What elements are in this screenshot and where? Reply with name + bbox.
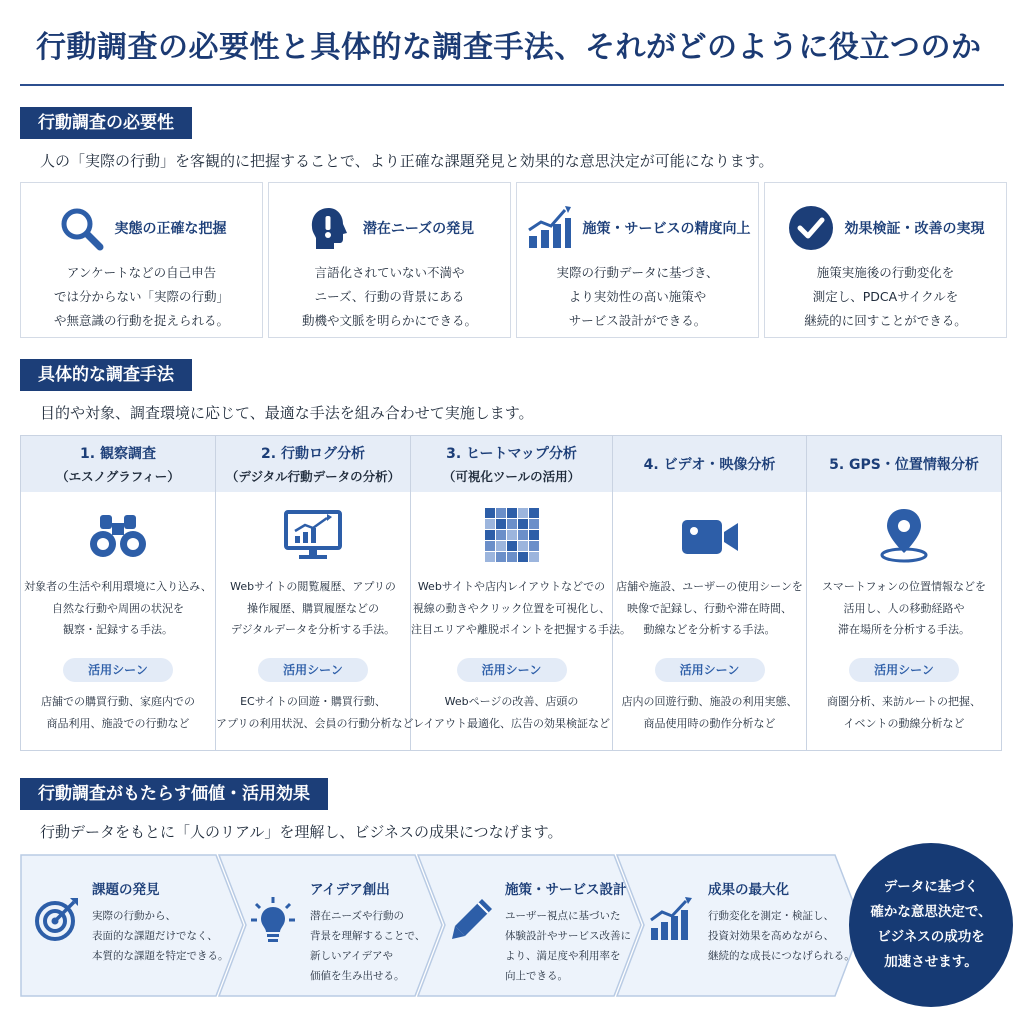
necessity-card-1 (20, 182, 263, 338)
method-column-4 (613, 436, 807, 750)
step-body: 実際の行動から、 表面的な課題だけでなく、 本質的な課題を特定できる。 (92, 910, 229, 962)
scene-badge: 活用シーン (457, 658, 567, 682)
method-subtitle: （エスノグラフィー） (56, 469, 180, 484)
method-desc: Webサイトや店内レイアウトなどでの 視線の動きやクリック位置を可視化し、 注目エリアや離脱ポイントを把握する手法。 (411, 580, 631, 636)
method-desc: Webサイトの閲覧履歴、アプリの 操作履歴、購買履歴などの デジタルデータを分析する手法。 (230, 580, 396, 636)
step-body: 潜在ニーズや行動の 背景を理解することで、 新しいアイデアや 価値を生み出せる。 (310, 910, 426, 982)
method-scene: ECサイトの回遊・購買行動、 アプリの利用状況、会員の行動分析など (216, 695, 414, 730)
card-title: 実態の正確な把握 (114, 221, 227, 237)
location-pin-icon (807, 508, 1001, 562)
step-title: アイデア創出 (310, 882, 390, 898)
step-title: 成果の最大化 (708, 882, 789, 898)
scene-badge: 活用シーン (655, 658, 765, 682)
card-body: 実際の行動データに基づき、 より実効性の高い施策や サービス設計ができる。 (556, 265, 719, 328)
lightbulb-icon (250, 896, 302, 948)
section-necessity-desc: 人の「実際の行動」を客観的に把握することで、より正確な課題発見と効果的な意思決定が可能になります。 (40, 152, 774, 170)
methods-table (20, 435, 1002, 751)
method-column-3 (411, 436, 631, 750)
section-value-desc: 行動データをもとに「人のリアル」を理解し、ビジネスの成果につなげます。 (40, 823, 563, 841)
card-body: 言語化されていない不満や ニーズ、行動の背景にある 動機や文脈を明らかにできる。 (301, 265, 477, 328)
card-title: 効果検証・改善の実現 (844, 221, 985, 237)
head-exclamation-icon (305, 204, 353, 252)
value-step-1 (20, 854, 244, 997)
value-step-4 (616, 854, 863, 997)
necessity-card-4 (764, 182, 1007, 338)
step-body: ユーザー視点に基づいた 体験設計やサービス改善に より、満足度や利用率を 向上できる。 (505, 910, 631, 982)
target-icon (34, 896, 86, 948)
method-title: 3. ヒートマップ分析 (446, 446, 577, 462)
binoculars-icon (21, 508, 215, 562)
method-scene: 店内の回遊行動、施設の利用実態、 商品使用時の動作分析など (621, 695, 798, 730)
method-scene: Webページの改善、店頭の レイアウト最適化、広告の効果検証など (412, 695, 611, 730)
method-subtitle: （デジタル行動データの分析） (225, 469, 401, 484)
method-desc: スマートフォンの位置情報などを 活用し、人の移動経路や 滞在場所を分析する手法。 (822, 580, 986, 636)
method-scene: 商圏分析、来訪ルートの把握、 イベントの動線分析など (827, 695, 981, 730)
section-methods-desc: 目的や対象、調査環境に応じて、最適な手法を組み合わせて実施します。 (40, 404, 534, 422)
value-step-3 (417, 854, 642, 997)
method-title: 2. 行動ログ分析 (261, 446, 365, 462)
method-subtitle: （可視化ツールの活用） (442, 469, 581, 484)
step-title: 施策・サービス設計 (505, 882, 627, 898)
step-body: 行動変化を測定・検証し、 投資対効果を高めながら、 継続的な成長につなげられる。 (708, 910, 855, 962)
step-title: 課題の発見 (92, 882, 160, 898)
method-title: 1. 観察調査 (80, 446, 156, 462)
heatmap-grid-icon (411, 508, 612, 562)
card-title: 潜在ニーズの発見 (362, 221, 475, 237)
growth-chart-icon (525, 204, 573, 252)
monitor-chart-icon (216, 508, 410, 562)
value-step-2 (218, 854, 443, 997)
necessity-card-2 (268, 182, 511, 338)
method-desc: 店舗や施設、ユーザーの使用シーンを 映像で記録し、行動や滞在時間、 動線などを分析する手法。 (616, 580, 803, 636)
card-title: 施策・サービスの精度向上 (582, 221, 751, 237)
check-circle-icon (787, 204, 835, 252)
video-camera-icon (613, 508, 806, 562)
pencil-icon (449, 896, 501, 948)
page-title: 行動調査の必要性と具体的な調査手法、それがどのように役立つのか (36, 30, 982, 65)
growth-chart-icon (648, 896, 700, 948)
card-body: 施策実施後の行動変化を 測定し、PDCAサイクルを 継続的に回すことができる。 (804, 265, 967, 328)
title-divider (20, 84, 1004, 86)
method-column-5 (807, 436, 1001, 750)
scene-badge: 活用シーン (63, 658, 173, 682)
section-necessity-label: 行動調査の必要性 (20, 107, 192, 139)
card-body: アンケートなどの自己申告 では分からない「実際の行動」 や無意識の行動を捉えられる。 (53, 265, 229, 328)
scene-badge: 活用シーン (258, 658, 368, 682)
method-column-1 (21, 436, 216, 750)
method-title: 4. ビデオ・映像分析 (643, 457, 776, 473)
method-scene: 店舗での購買行動、家庭内での 商品利用、施設での行動など (41, 695, 195, 730)
method-title: 5. GPS・位置情報分析 (829, 457, 979, 473)
magnifier-icon (57, 204, 105, 252)
scene-badge: 活用シーン (849, 658, 959, 682)
necessity-card-3 (516, 182, 759, 338)
conclusion-circle: データに基づく 確かな意思決定で、 ビジネスの成功を 加速させます。 (849, 843, 1013, 1007)
section-methods-label: 具体的な調査手法 (20, 359, 192, 391)
method-column-2 (216, 436, 414, 750)
method-desc: 対象者の生活や利用環境に入り込み、 自然な行動や周囲の状況を 観察・記録する手法。 (24, 580, 212, 636)
section-value-label: 行動調査がもたらす価値・活用効果 (20, 778, 328, 810)
value-flow (20, 854, 863, 997)
